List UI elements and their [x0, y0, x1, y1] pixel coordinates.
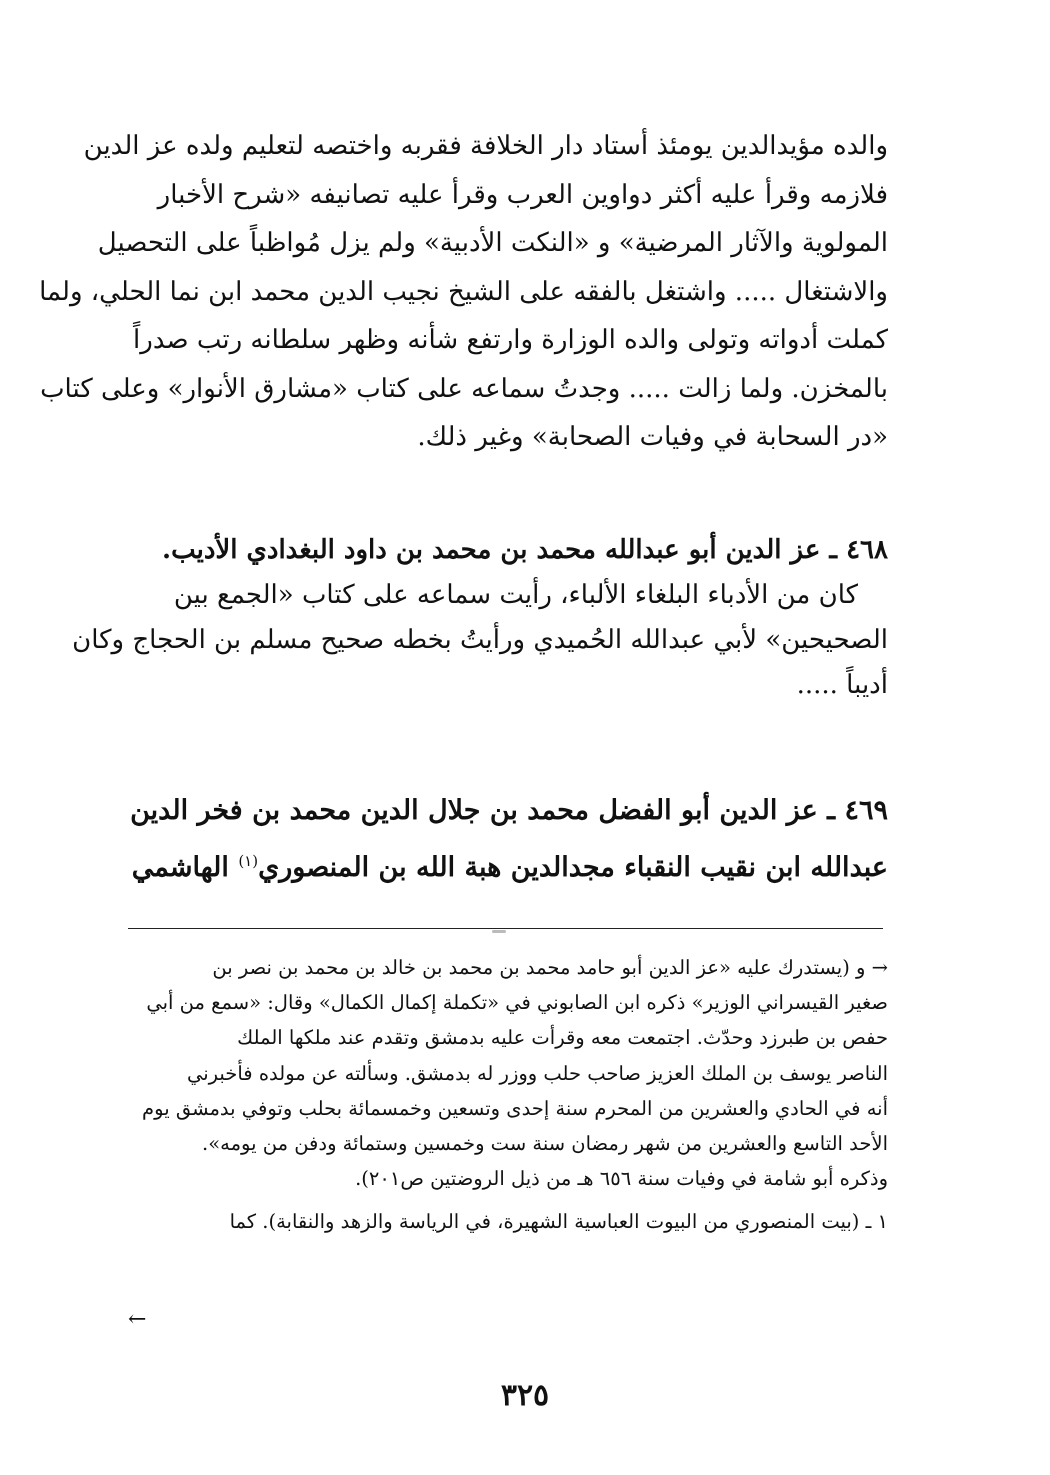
entry-468 [72, 528, 888, 708]
text-line: كان من الأدباء البلغاء الألباء، رأيت سماعه على كتاب «الجمع بين [173, 580, 858, 610]
entry-heading: ٤٦٨ ـ عز الدين أبو عبدالله محمد بن محمد بن داود البغدادي الأديب. [162, 535, 888, 565]
footnote-separator [128, 928, 883, 929]
page-number: ٣٢٥ [500, 1378, 550, 1413]
text-line: فلازمه وقرأ عليه أكثر دواوين العرب وقرأ عليه تصانيفه «شرح الأخبار [157, 179, 888, 210]
footnotes [128, 950, 888, 1240]
footnote-1: ١ ـ (بيت المنصوري من البيوت العباسية الشهيرة، في الرياسة والزهد والنقابة). كما [229, 1210, 888, 1234]
entry-heading-line-2 [128, 836, 888, 886]
text-line: بالمخزن. ولما زالت ..... وجدتُ سماعه على كتاب «مشارق الأنوار» وعلى كتاب [40, 373, 888, 404]
text-line: «در السحابة في وفيات الصحابة» وغير ذلك. [417, 422, 888, 452]
entry-heading: ٤٦٩ ـ عز الدين أبو الفضل محمد بن جلال الدين محمد بن فخر الدين [130, 795, 888, 826]
text-line: أديباً ..... [796, 670, 888, 700]
text-line: والده مؤيدالدين يومئذ أستاد دار الخلافة فقربه واختصه لتعليم ولده عز الدين [83, 131, 888, 161]
heading-text: الهاشمي [131, 852, 239, 883]
footnote-line: صغير القيسراني الوزير» ذكره ابن الصابوني في «تكملة إكمال الكمال» وقال: «سمع من أبي [146, 991, 888, 1015]
text-line: الصحيحين» لأبي عبدالله الحُميدي ورأيتُ بخطه صحيح مسلم بن الحجاج وكان [72, 625, 888, 655]
text-line: المولوية والآثار المرضية» و «النكت الأدبية» ولم يزل مُواظباً على التحصيل [97, 228, 888, 258]
heading-text: عبدالله ابن نقيب النقباء مجدالدين هبة الله بن المنصوري [258, 852, 888, 883]
text-line: كملت أدواته وتولى والده الوزارة وارتفع شأنه وظهر سلطانه رتب صدراً [133, 325, 888, 355]
entry-469 [128, 786, 888, 886]
footnote-line: حفص بن طبرزد وحدّث. اجتمعت معه وقرأت عليه بدمشق وتقدم عند ملكها الملك [237, 1026, 888, 1050]
footnote-line: → و (يستدرك عليه «عز الدين أبو حامد محمد بن محمد بن خالد بن محمد بن نصر بن [212, 956, 888, 979]
footnote-line: الناصر يوسف بن الملك العزيز صاحب حلب ووزر له بدمشق. وسألته عن مولده فأخبرني [186, 1061, 888, 1085]
footnote-line: وذكره أبو شامة في وفيات سنة ٦٥٦ هـ من ذيل الروضتين ص٢٠١). [355, 1167, 888, 1191]
paragraph-continuation [39, 122, 888, 462]
footnote-line: أنه في الحادي والعشرين من المحرم سنة إحدى وتسعين وخمسمائة بحلب وتوفي بدمشق يوم [142, 1096, 888, 1120]
footnote-line: الأحد التاسع والعشرين من شهر رمضان سنة ست وخمسين وستمائة ودفن من يومه». [202, 1131, 888, 1155]
separator-mark [492, 930, 506, 933]
text-line: والاشتغال ..... واشتغل بالفقه على الشيخ نجيب الدين محمد ابن نما الحلي، ولما [39, 276, 888, 307]
footnote-reference[interactable]: (١) [238, 852, 259, 870]
continuation-arrow-icon: ← [128, 1307, 147, 1332]
